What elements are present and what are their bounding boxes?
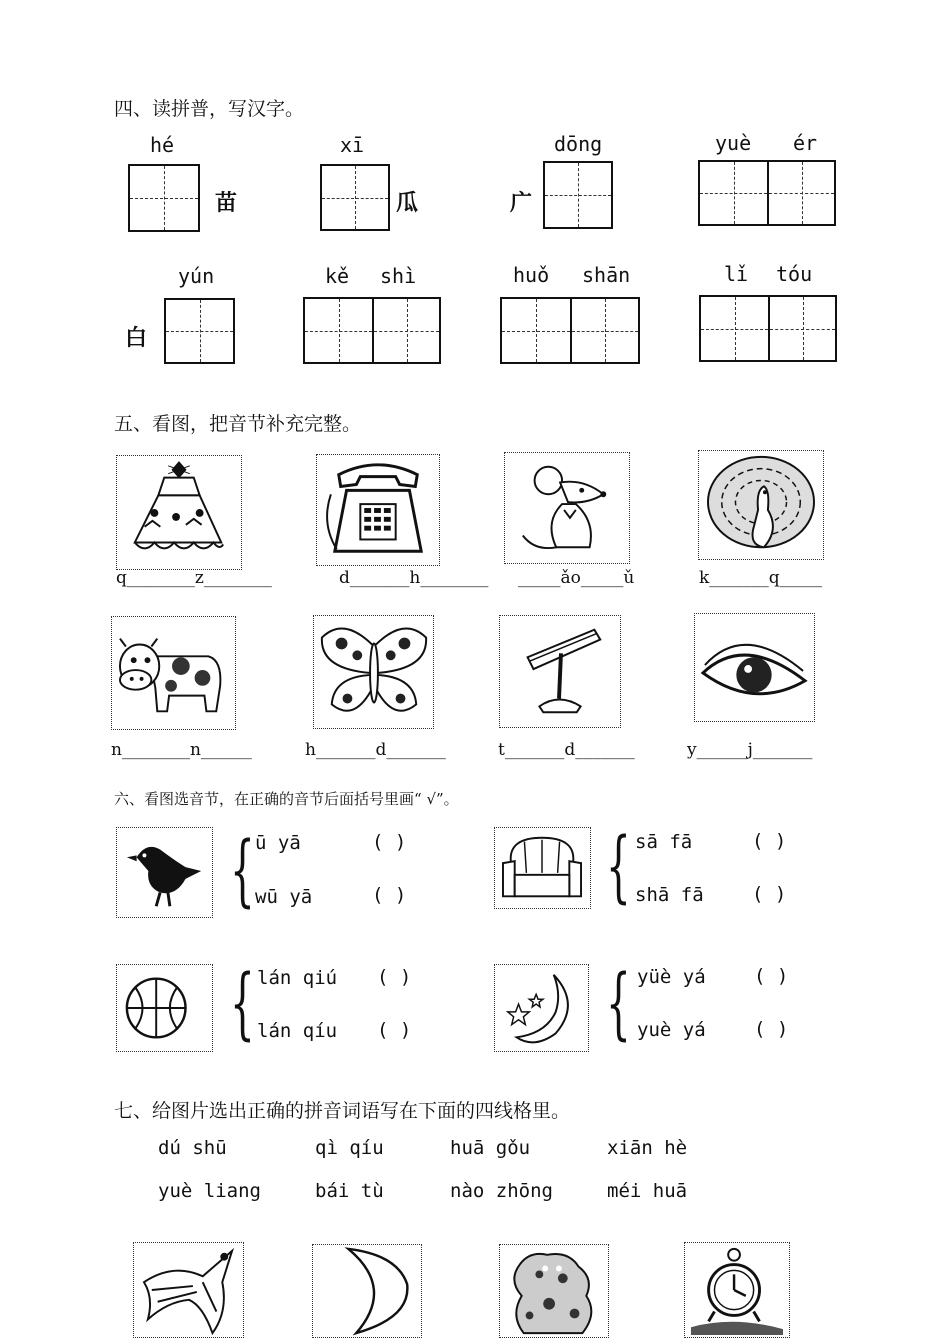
blank-telephone[interactable]: d_______h________ — [339, 568, 489, 588]
spotted-dog-icon — [499, 1244, 609, 1338]
telephone-icon — [316, 454, 440, 566]
eye-icon — [694, 613, 815, 722]
word-qi-qiu: qì qíu — [315, 1137, 384, 1159]
pinyin-he: hé — [150, 133, 175, 157]
option-lan-qiu-1: lán qiú — [257, 967, 338, 989]
option-yue-ya-2: yuè yá — [637, 1019, 706, 1041]
basketball-icon — [116, 964, 213, 1052]
pinyin-ke: kě — [325, 264, 350, 288]
writing-grid-huo-shan[interactable] — [500, 297, 640, 364]
pinyin-shi: shì — [380, 264, 417, 288]
option-sa-fa: sā fā — [635, 831, 693, 853]
paren-lan-qiu-2[interactable]: ( ) — [377, 1019, 412, 1041]
word-mei-hua: méi huā — [607, 1180, 688, 1202]
brace-crow: { — [230, 826, 255, 916]
section6-heading: 六、看图选音节，在正确的音节后面括号里画“ √”。 — [114, 790, 459, 808]
char-gua: 瓜 — [396, 191, 419, 216]
paren-lan-qiu-1[interactable]: ( ) — [377, 966, 412, 988]
blank-butterfly[interactable]: h_______d_______ — [305, 740, 446, 760]
pinyin-yue: yuè — [715, 131, 752, 155]
crow-icon — [116, 827, 213, 918]
blank-peacock[interactable]: k_______q_____ — [699, 568, 823, 588]
writing-grid-ke-shi[interactable] — [303, 297, 441, 364]
writing-grid-dong[interactable] — [543, 161, 613, 229]
pinyin-tou: tóu — [776, 262, 813, 286]
blank-eye[interactable]: y______j_______ — [687, 740, 813, 760]
crane-icon — [133, 1242, 244, 1338]
butterfly-icon — [313, 615, 434, 729]
word-nao-zhong: nào zhōng — [450, 1180, 553, 1202]
char-miao: 苗 — [215, 191, 238, 216]
section7-heading: 七、给图片选出正确的拼音词语写在下面的四线格里。 — [114, 1100, 571, 1122]
cow-icon — [111, 616, 236, 730]
skirt-icon — [116, 455, 242, 570]
blank-mouse[interactable]: _____ǎo_____ǔ — [518, 568, 635, 588]
word-yue-liang: yuè liang — [158, 1180, 261, 1202]
word-xian-he: xiān hè — [607, 1137, 688, 1159]
paren-yue-ya-2[interactable]: ( ) — [754, 1018, 789, 1040]
pinyin-shan: shān — [582, 263, 631, 287]
peacock-icon — [698, 450, 824, 560]
option-wu-ya: wū yā — [255, 886, 313, 908]
writing-grid-yue-er[interactable] — [698, 160, 836, 226]
pinyin-dong: dōng — [554, 132, 603, 156]
paren-wu-ya[interactable]: ( ) — [372, 884, 407, 906]
word-du-shu: dú shū — [158, 1137, 227, 1159]
word-hua-gou: huā gǒu — [450, 1137, 531, 1159]
sofa-icon — [494, 827, 591, 909]
brace-sofa: { — [606, 822, 631, 912]
blank-desk-lamp[interactable]: t_______d_______ — [498, 740, 635, 760]
option-sha-fa: shā fā — [635, 884, 704, 906]
blank-skirt[interactable]: q________z________ — [116, 568, 272, 588]
section4-heading: 四、读拼普，写汉字。 — [114, 98, 305, 120]
option-u-ya: ū yā — [255, 832, 301, 854]
paren-sa-fa[interactable]: ( ) — [752, 830, 787, 852]
moon-stars-icon — [494, 964, 589, 1052]
char-guang: 广 — [510, 191, 533, 216]
paren-yue-ya-1[interactable]: ( ) — [754, 965, 789, 987]
paren-u-ya[interactable]: ( ) — [372, 831, 407, 853]
writing-grid-xi[interactable] — [320, 164, 390, 231]
crescent-moon-icon — [312, 1244, 422, 1338]
desk-lamp-icon — [499, 615, 621, 728]
word-bai-tu: bái tù — [315, 1180, 384, 1202]
option-lan-qiu-2: lán qíu — [257, 1020, 338, 1042]
pinyin-huo: huǒ — [513, 263, 550, 287]
option-yue-ya-1: yüè yá — [637, 966, 706, 988]
writing-grid-li-tou[interactable] — [699, 295, 837, 362]
pinyin-li: lǐ — [724, 262, 749, 286]
writing-grid-he[interactable] — [128, 164, 200, 232]
pinyin-xi: xī — [340, 133, 365, 157]
alarm-clock-icon — [684, 1242, 790, 1338]
writing-grid-yun[interactable] — [164, 298, 235, 364]
paren-sha-fa[interactable]: ( ) — [752, 883, 787, 905]
char-bai: 白 — [125, 326, 148, 351]
mouse-icon — [504, 452, 630, 564]
section5-heading: 五、看图，把音节补充完整。 — [114, 413, 362, 435]
brace-moon: { — [606, 959, 631, 1049]
pinyin-yun: yún — [178, 264, 215, 288]
brace-basketball: { — [230, 959, 255, 1049]
blank-cow[interactable]: n________n______ — [111, 740, 252, 760]
pinyin-er: ér — [793, 131, 818, 155]
